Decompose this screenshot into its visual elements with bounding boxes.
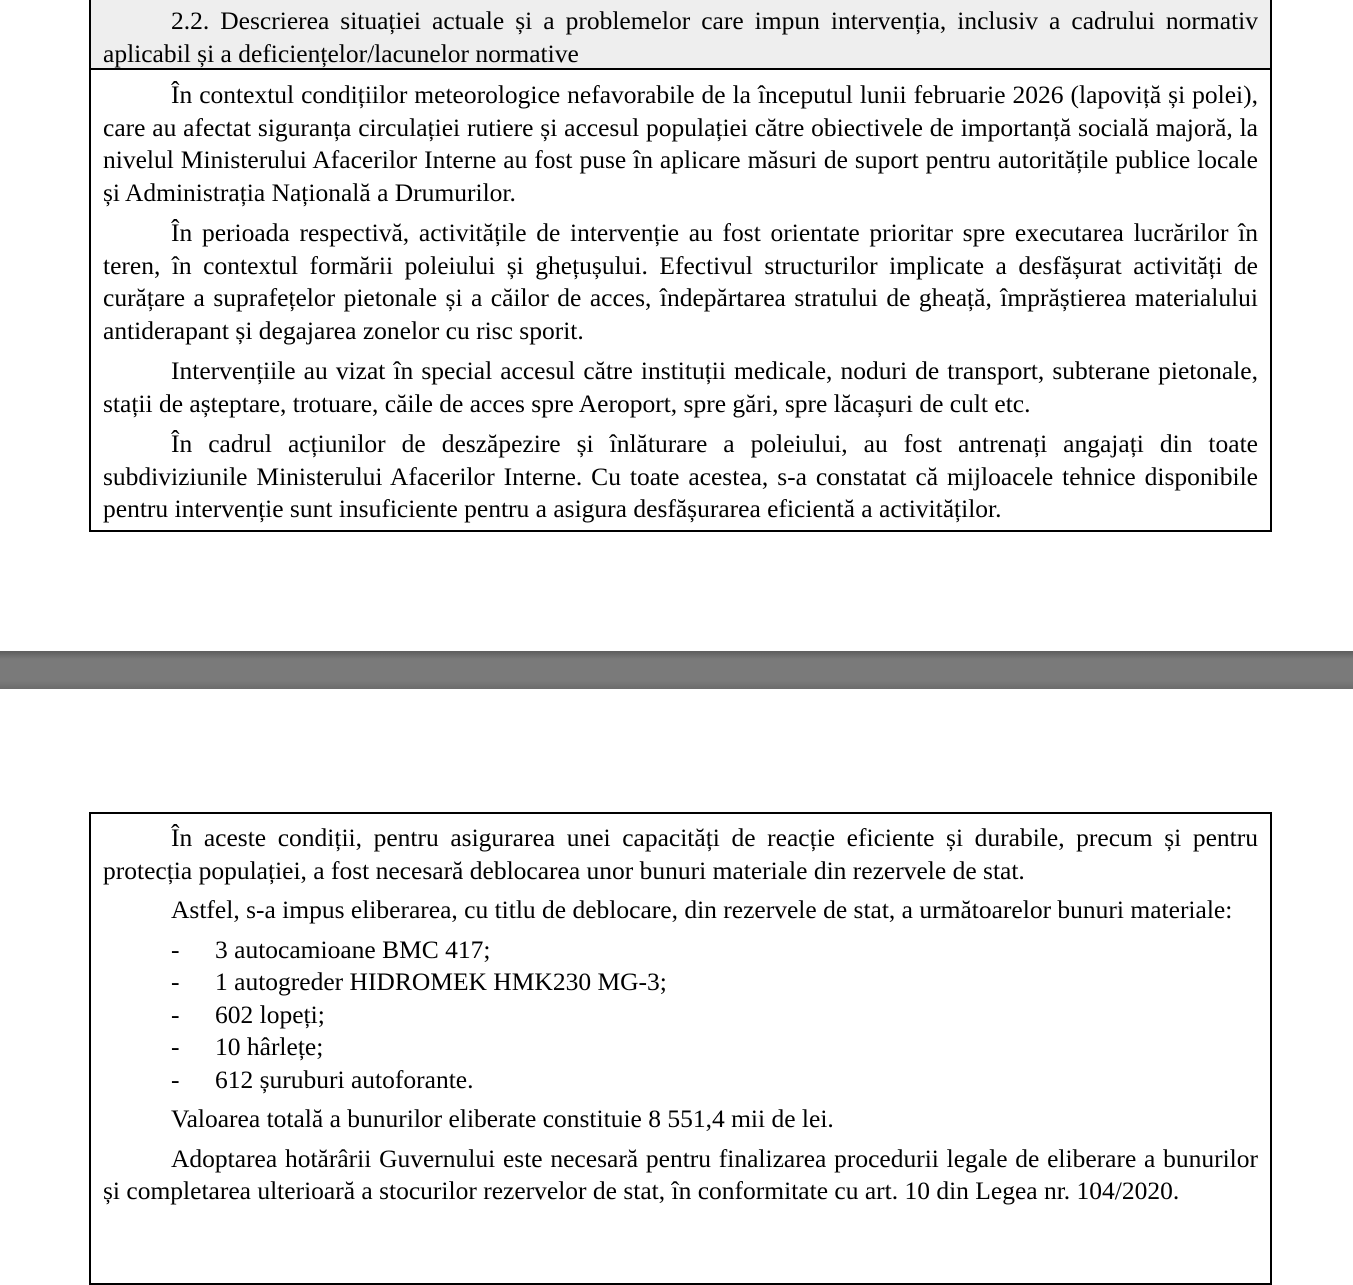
paragraph-release-intro: Astfel, s-a impus eliberarea, cu titlu de deblocare, din rezervele de stat, a următoarelor bunuri materiale: xyxy=(171,895,1233,924)
list-item xyxy=(171,1064,1258,1097)
list-dash: - xyxy=(171,1032,180,1061)
list-item-text: 1 autogreder HIDROMEK HMK230 MG-3; xyxy=(215,967,667,996)
paragraph-total-value: Valoarea totală a bunurilor eliberate constituie 8 551,4 mii de lei. xyxy=(171,1104,834,1133)
list-dash: - xyxy=(171,934,180,964)
section-header xyxy=(91,0,1270,70)
paragraph-conditions: În aceste condiții, pentru asigurarea unei capacități de reacție eficiente și durabile, precum și pentru protecția populației, a fost necesară deblocarea unor bunuri materiale din rezervele de stat. xyxy=(103,823,1258,885)
section-2-2-table xyxy=(89,0,1272,532)
paragraph-interventions: În perioada respectivă, activitățile de intervenție au fost orientate prioritar spre executarea lucrărilor în teren, în contextul formării poleiului și ghețușului. Efectivul structurilor implicate a desfășurat activități de curățare a suprafețelor pietonale și a căilor de acces, îndepărtarea stratului de gheață, împrăștierea materialului antiderapant și degajarea zonelor cu risc sporit. xyxy=(103,218,1258,345)
section-2-2-continued-table xyxy=(89,812,1272,1285)
page-separator xyxy=(0,651,1353,689)
list-item-text: 602 lopeți; xyxy=(215,999,325,1029)
list-item xyxy=(171,934,1258,967)
list-dash: - xyxy=(171,1064,180,1094)
list-dash: - xyxy=(171,967,180,996)
list-item xyxy=(171,1031,1258,1064)
list-item-text: 10 hârlețe; xyxy=(215,1032,324,1061)
materials-list xyxy=(91,934,1270,1097)
paragraph-context: În contextul condițiilor meteorologice nefavorabile de la începutul lunii februarie 2026 (lapoviță și polei), care au afectat siguranța circulației rutiere și accesul populației către obiectivele de importanță socială majoră, la nivelul Ministerului Afacerilor Interne au fost puse în aplicare măsuri de suport pentru autoritățile publice locale și Administrația Națională a Drumurilor. xyxy=(103,80,1258,207)
paragraph-insufficient-means: În cadrul acțiunilor de deszăpezire și înlăturare a poleiului, au fost antrenați angajați din toate subdiviziunile Ministerului Afacerilor Interne. Cu toate acestea, s-a constatat că mijloacele tehnice disponibile pentru intervenție sunt insuficiente pentru a asigura desfășurarea eficientă a activităților. xyxy=(103,429,1258,523)
paragraph-access-targets: Intervențiile au vizat în special accesul către instituții medicale, noduri de transport, subterane pietonale, stații de așteptare, trotuare, căile de acces spre Aeroport, spre gări, spre lăcașuri de cult etc. xyxy=(103,356,1258,418)
list-item-text: 3 autocamioane BMC 417; xyxy=(215,934,491,964)
list-item xyxy=(171,966,1258,999)
section-body xyxy=(91,70,1270,526)
section-body-continued xyxy=(91,814,1270,1208)
list-item-text: 612 șuruburi autoforante. xyxy=(215,1064,474,1094)
section-header-text: 2.2. Descrierea situației actuale și a problemelor care impun intervenția, inclusiv a cadrului normativ aplicabil și a deficiențelor/lacunelor normative xyxy=(103,6,1258,68)
paragraph-adoption-reason: Adoptarea hotărârii Guvernului este necesară pentru finalizarea procedurii legale de eliberare a bunurilor și completarea ulterioară a stocurilor rezervelor de stat, în conformitate cu art. 10 din Legea nr. 104/2020. xyxy=(103,1143,1258,1205)
list-dash: - xyxy=(171,999,180,1029)
list-item xyxy=(171,999,1258,1032)
